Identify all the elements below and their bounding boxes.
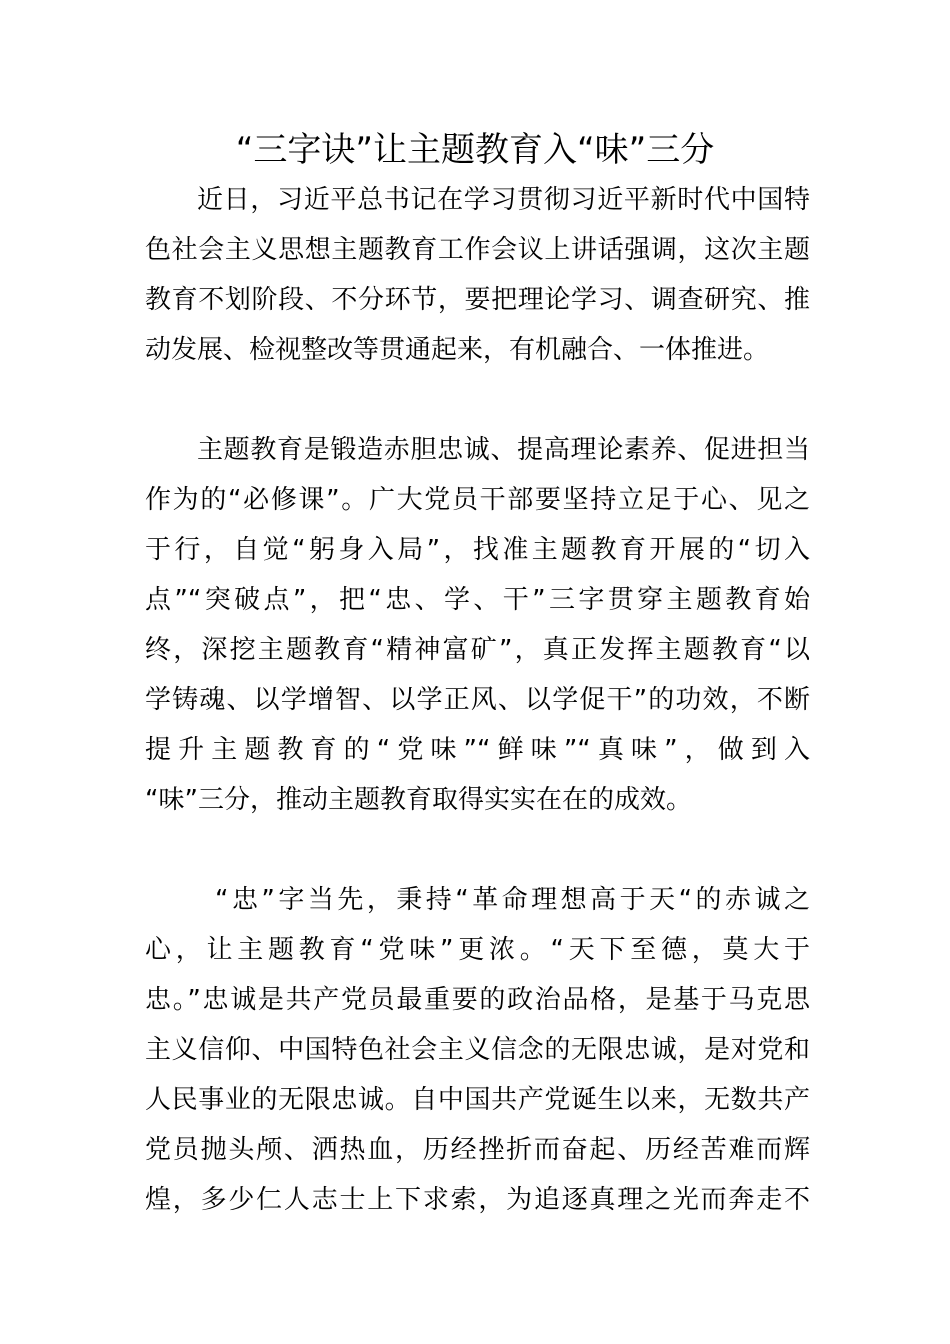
text-line: 主题教育是锻造赤胆忠诚、提高理论素养、促进担当 [197,435,810,465]
text-line: “味”三分，推动主题教育取得实实在在的成效。 [145,785,692,815]
text-line: 学铸魂、以学增智、以学正风、以学促干”的功效，不断 [145,685,810,715]
text-line: 终，深挖主题教育“精神富矿”，真正发挥主题教育“以 [145,635,810,665]
text-line: 党员抛头颅、洒热血，历经挫折而奋起、历经苦难而辉 [145,1135,810,1165]
text-line: 点”“突破点”，把“忠、学、干”三字贯穿主题教育始 [145,585,810,615]
paragraph-1 [145,175,810,375]
text-line: 动发展、检视整改等贯通起来，有机融合、一体推进。 [145,335,770,365]
document-title: “三字诀”让主题教育入“味”三分 [235,130,715,170]
paragraph-2 [145,425,810,825]
text-line: 于行，自觉“躬身入局”，找准主题教育开展的“切入 [145,535,810,565]
text-line: 心，让主题教育“党味”更浓。“天下至德，莫大于 [145,935,810,965]
text-line: 作为的“必修课”。广大党员干部要坚持立足于心、见之 [145,485,810,515]
text-line: 主义信仰、中国特色社会主义信念的无限忠诚，是对党和 [145,1035,810,1065]
text-line: 煌，多少仁人志士上下求索，为追逐真理之光而奔走不 [145,1185,810,1215]
text-line: 提升主题教育的“党味”“鲜味”“真味”，做到入 [145,735,810,765]
paragraph-spacer [145,375,810,425]
document-body [145,175,810,1225]
text-line: “忠”字当先，秉持“革命理想高于天“的赤诚之 [215,885,810,915]
paragraph-3 [145,875,810,1225]
paragraph-spacer [145,825,810,875]
text-line: 教育不划阶段、不分环节，要把理论学习、调查研究、推 [145,285,810,315]
text-line: 近日，习近平总书记在学习贯彻习近平新时代中国特 [197,185,810,215]
text-line: 人民事业的无限忠诚。自中国共产党诞生以来，无数共产 [145,1085,810,1115]
text-line: 色社会主义思想主题教育工作会议上讲话强调，这次主题 [145,235,810,265]
text-line: 忠。”忠诚是共产党员最重要的政治品格，是基于马克思 [145,985,810,1015]
